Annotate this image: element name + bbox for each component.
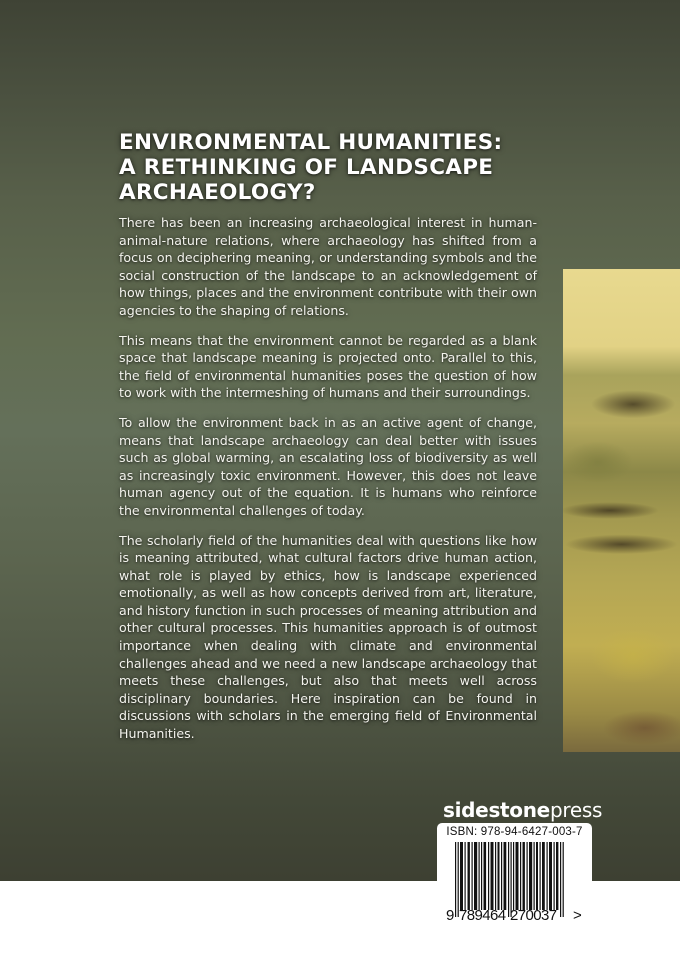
publisher-logo-bold: sidestone [443, 798, 550, 822]
barcode-digits-group1: 789464 [459, 907, 506, 924]
blurb-paragraph: The scholarly field of the humanities deal with questions like how is meaning attributed, what cultural factors drive human action, what role is played by ethics, how is landscape experienced emotionally, as well as how concepts derived from art, literature, and history function in such processes of meaning attribution and other cultural processes. This humanities approach is of outmost importance when dealing with climate and environmental challenges ahead and we need a new landscape archaeology that meets these challenges, but also that meets well across disciplinary boundaries. Here inspiration can be found in discussions with scholars in the emerging field of Environmental Humanities. [119, 532, 537, 742]
title-line: ARCHAEOLOGY? [119, 180, 316, 205]
barcode-digit-first: 9 [446, 907, 455, 924]
isbn-label: ISBN: 978-94-6427-003-7 [446, 826, 583, 838]
book-title [119, 130, 537, 205]
isbn-barcode [437, 823, 592, 923]
publisher-logo-light: press [549, 798, 603, 822]
cover-text-block [119, 130, 537, 755]
blurb-paragraph: To allow the environment back in as an active agent of change, means that landscape archaeology can deal better with issues such as global warming, an escalating loss of biodiversity as well as increasingly toxic environment. However, this does not leave human agency out of the equation. It is humans who reinforce the environmental challenges of today. [119, 414, 537, 518]
publisher-logo [443, 798, 602, 822]
blurb-paragraph: There has been an increasing archaeological interest in human-animal-nature relations, where archaeology has shifted from a focus on deciphering meaning, or understanding symbols and the social construction of the landscape to an acknowledgement of how things, places and the environment contribute with their own agencies to the shaping of relations. [119, 215, 537, 318]
title-line: ENVIRONMENTAL HUMANITIES: [119, 130, 503, 155]
barcode-icon [455, 842, 567, 917]
barcode-digits-group2: 270037 [510, 907, 557, 924]
barcode-digits-end: > [573, 907, 582, 924]
title-line: A RETHINKING OF LANDSCAPE [119, 155, 494, 180]
landscape-painting-image [563, 269, 680, 752]
blurb-paragraph: This means that the environment cannot be regarded as a blank space that landscape meaning is projected onto. Parallel to this, the field of environmental humanities poses the question of how to work with the intermeshing of humans and their surroundings. [119, 332, 537, 401]
